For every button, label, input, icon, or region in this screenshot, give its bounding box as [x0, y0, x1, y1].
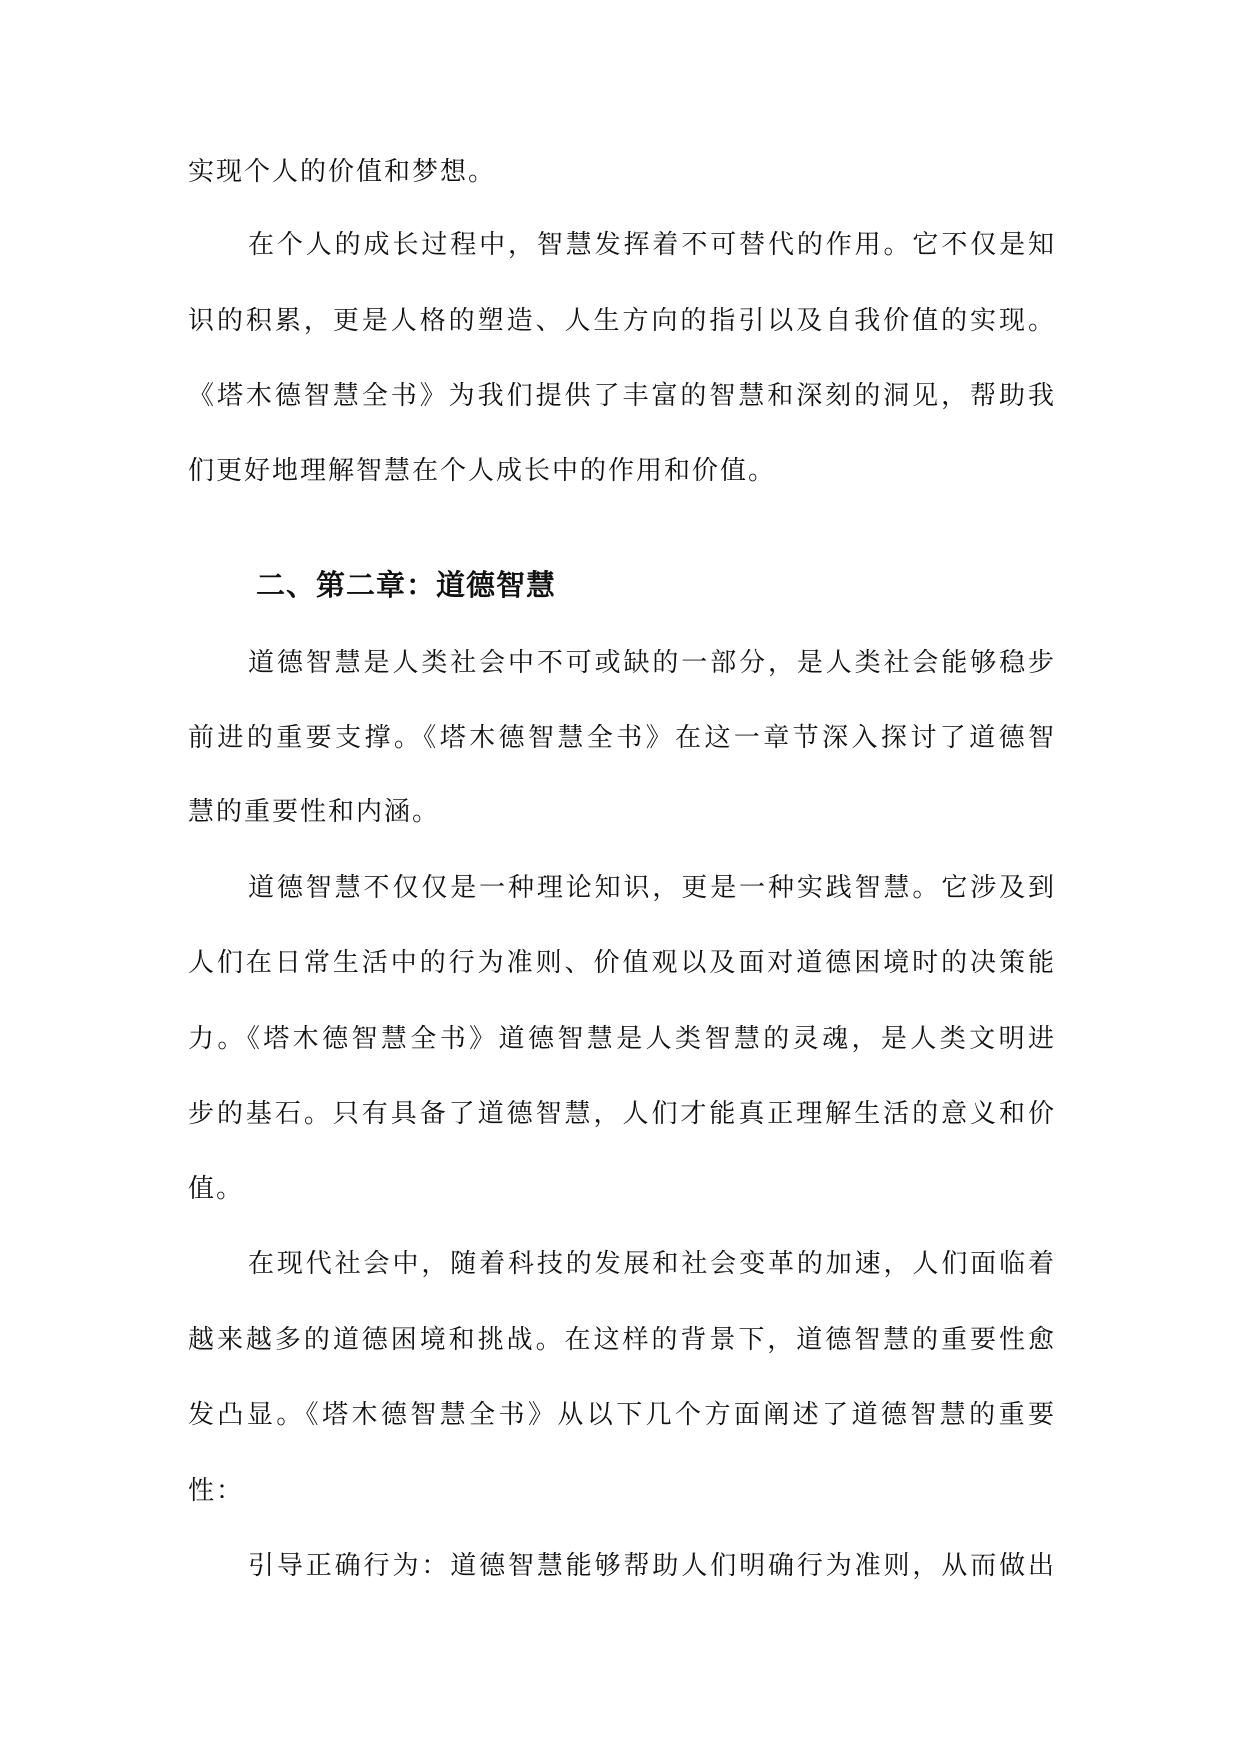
text-line: 识的积累，更是人格的塑造、人生方向的指引以及自我价值的实现。 [188, 306, 1054, 336]
text-line: 道德智慧不仅仅是一种理论知识，更是一种实践智慧。它涉及到 [248, 873, 1054, 903]
text-line: 前进的重要支撑。《塔木德智慧全书》在这一章节深入探讨了道德智 [188, 723, 1054, 753]
text-line: 慧的重要性和内涵。 [188, 797, 441, 827]
text-line: 发凸显。《塔木德智慧全书》从以下几个方面阐述了道德智慧的重要 [188, 1400, 1054, 1430]
text-line: 在个人的成长过程中，智慧发挥着不可替代的作用。它不仅是知 [248, 230, 1054, 260]
text-line: 越来越多的道德困境和挑战。在这样的背景下，道德智慧的重要性愈 [188, 1325, 1054, 1355]
text-line: 引导正确行为：道德智慧能够帮助人们明确行为准则，从而做出 [248, 1551, 1054, 1581]
text-line: 值。 [188, 1174, 245, 1204]
text-line: 力。《塔木德智慧全书》道德智慧是人类智慧的灵魂，是人类文明进 [188, 1024, 1054, 1054]
text-line: 步的基石。只有具备了道德智慧，人们才能真正理解生活的意义和价 [188, 1099, 1054, 1129]
text-line: 实现个人的价值和梦想。 [188, 157, 497, 187]
text-line: 《塔木德智慧全书》为我们提供了丰富的智慧和深刻的洞见，帮助我 [188, 381, 1054, 411]
text-line: 人们在日常生活中的行为准则、价值观以及面对道德困境时的决策能 [188, 948, 1054, 978]
text-line: 性： [188, 1476, 245, 1506]
text-line: 在现代社会中，随着科技的发展和社会变革的加速，人们面临着 [248, 1249, 1054, 1279]
section-heading: 二、第二章：道德智慧 [256, 568, 557, 602]
text-line: 道德智慧是人类社会中不可或缺的一部分，是人类社会能够稳步 [248, 648, 1054, 678]
text-line: 们更好地理解智慧在个人成长中的作用和价值。 [188, 456, 777, 486]
